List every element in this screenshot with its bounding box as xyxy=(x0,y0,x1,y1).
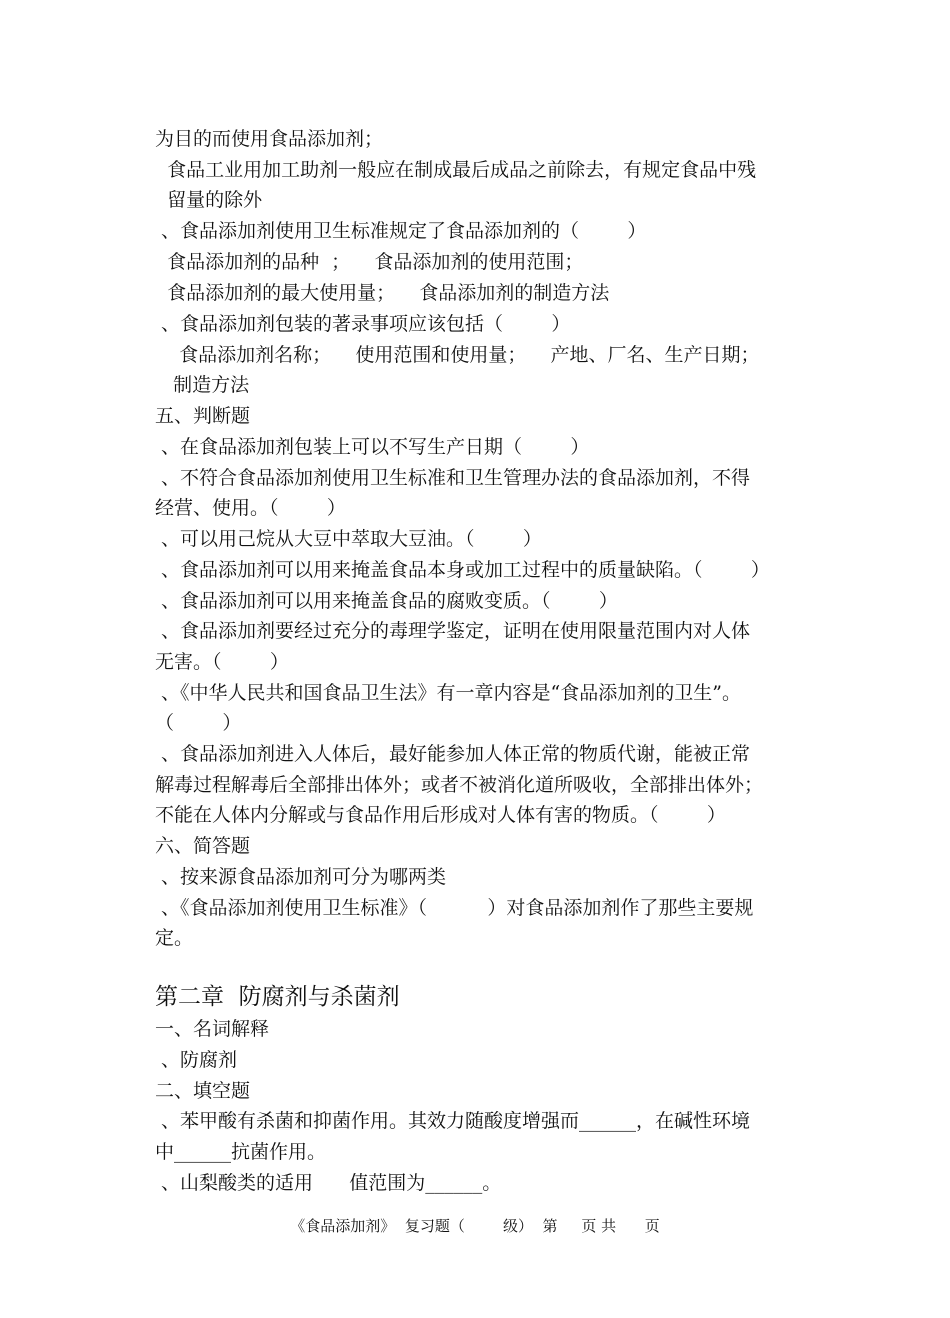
question-line: （ ） xyxy=(155,712,242,734)
question-line: 、食品添加剂进入人体后，最好能参加人体正常的物质代谢，能被正常 xyxy=(155,743,751,765)
option-line: 食品添加剂名称； 使用范围和使用量； 产地、厂名、生产日期； xyxy=(155,344,760,366)
question-line: 不能在人体内分解或与食品作用后形成对人体有害的物质。（ ） xyxy=(155,804,726,826)
section-heading: 二、填空题 xyxy=(155,1080,251,1102)
section-heading: 五、判断题 xyxy=(155,405,251,427)
question-line: 定。 xyxy=(155,927,194,949)
section-heading: 一、名词解释 xyxy=(155,1018,270,1040)
text-line: 留量的除外 xyxy=(155,189,263,211)
page-footer: 《食品添加剂》 复习题（ 级） 第 页 共 页 xyxy=(290,1217,660,1235)
text-line: 食品工业用加工助剂一般应在制成最后成品之前除去，有规定食品中残 xyxy=(155,159,757,181)
question-line: 、食品添加剂要经过充分的毒理学鉴定，证明在使用限量范围内对人体 xyxy=(155,620,751,642)
question-line: 解毒过程解毒后全部排出体外；或者不被消化道所吸收，全部排出体外； xyxy=(155,774,764,796)
option-line: 食品添加剂的品种 ； 食品添加剂的使用范围； xyxy=(155,251,584,273)
chapter-title: 第二章 防腐剂与杀菌剂 xyxy=(155,984,400,1010)
question-line: 经营、使用。（ ） xyxy=(155,497,346,519)
section-heading: 六、简答题 xyxy=(155,835,251,857)
question-line: 、苯甲酸有杀菌和抑菌作用。其效力随酸度增强而______，在碱性环境 xyxy=(155,1110,751,1132)
option-line: 制造方法 xyxy=(155,374,250,396)
question-line: 、防腐剂 xyxy=(155,1049,238,1071)
question-line: 、在食品添加剂包装上可以不写生产日期（ ） xyxy=(155,436,590,458)
question-line: 、《食品添加剂使用卫生标准》（ ）对食品添加剂作了那些主要规 xyxy=(155,897,754,919)
question-line: 、食品添加剂包装的著录事项应该包括（ ） xyxy=(155,313,571,335)
question-line: 、《中华人民共和国食品卫生法》有一章内容是“食品添加剂的卫生”。 xyxy=(155,682,741,704)
question-line: 、食品添加剂使用卫生标准规定了食品添加剂的（ ） xyxy=(155,220,647,242)
option-line: 食品添加剂的最大使用量； 食品添加剂的制造方法 xyxy=(155,282,610,304)
question-line: 、不符合食品添加剂使用卫生标准和卫生管理办法的食品添加剂，不得 xyxy=(155,467,751,489)
question-line: 、食品添加剂可以用来掩盖食品本身或加工过程中的质量缺陷。（ ） xyxy=(155,559,770,581)
question-line: 中______抗菌作用。 xyxy=(155,1141,327,1163)
question-line: 、按来源食品添加剂可分为哪两类 xyxy=(155,866,447,888)
question-line: 、山梨酸类的适用 值范围为______。 xyxy=(155,1172,502,1194)
question-line: 、食品添加剂可以用来掩盖食品的腐败变质。（ ） xyxy=(155,590,618,612)
question-line: 无害。（ ） xyxy=(155,651,289,673)
text-line: 为目的而使用食品添加剂； xyxy=(155,128,384,150)
question-line: 、可以用己烷从大豆中萃取大豆油。（ ） xyxy=(155,528,542,550)
